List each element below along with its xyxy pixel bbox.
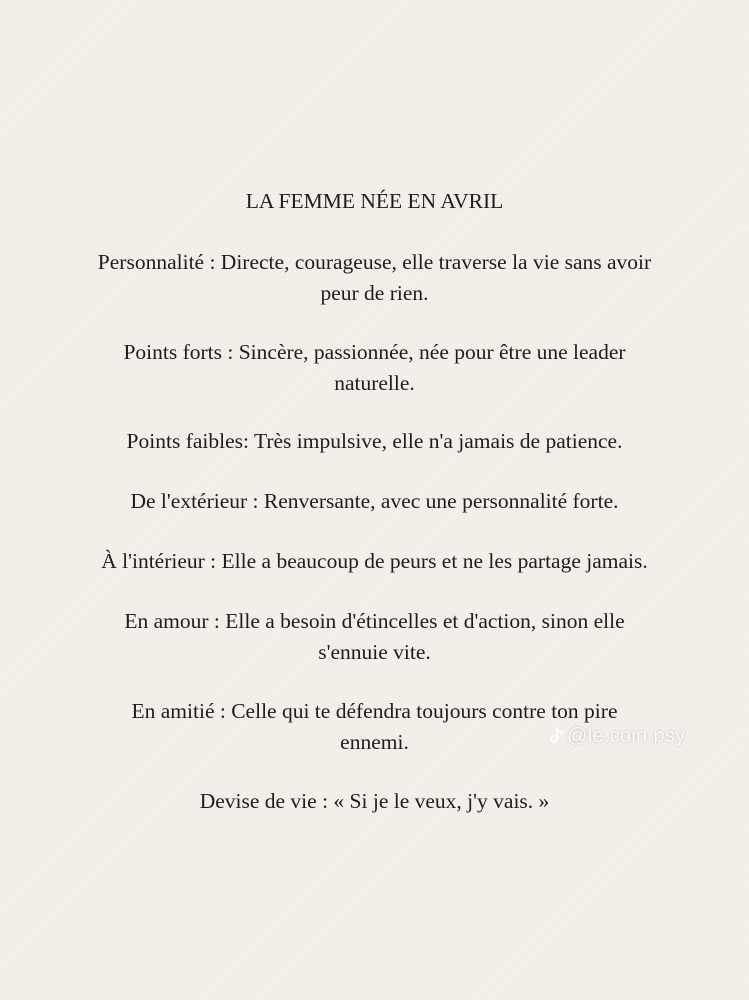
strengths-line-1: Points forts : Sincère, passionnée, née pour être une leader bbox=[123, 340, 626, 364]
weaknesses-line: Points faibles: Très impulsive, elle n'a jamais de patience. bbox=[126, 429, 623, 453]
motto-line: Devise de vie : « Si je le veux, j'y vais. » bbox=[199, 789, 550, 813]
watermark-handle: @le.coin.psy bbox=[567, 724, 686, 747]
love-line-1: En amour : Elle a besoin d'étincelles et d'action, sinon elle bbox=[124, 609, 625, 633]
tiktok-icon bbox=[548, 727, 564, 745]
interior-line: À l'intérieur : Elle a beaucoup de peurs et ne les partage jamais. bbox=[101, 549, 648, 573]
love-line-2: s'ennuie vite. bbox=[318, 640, 431, 664]
tiktok-watermark bbox=[548, 722, 685, 750]
personality-line-2: peur de rien. bbox=[320, 281, 429, 305]
exterior-line: De l'extérieur : Renversante, avec une personnalité forte. bbox=[130, 489, 619, 513]
friendship-line-2: ennemi. bbox=[340, 730, 409, 754]
document-title: LA FEMME NÉE EN AVRIL bbox=[245, 189, 504, 213]
personality-line-1: Personnalité : Directe, courageuse, elle traverse la vie sans avoir bbox=[97, 250, 652, 274]
friendship-line-1: En amitié : Celle qui te défendra toujours contre ton pire bbox=[131, 699, 618, 723]
strengths-line-2: naturelle. bbox=[334, 371, 415, 395]
